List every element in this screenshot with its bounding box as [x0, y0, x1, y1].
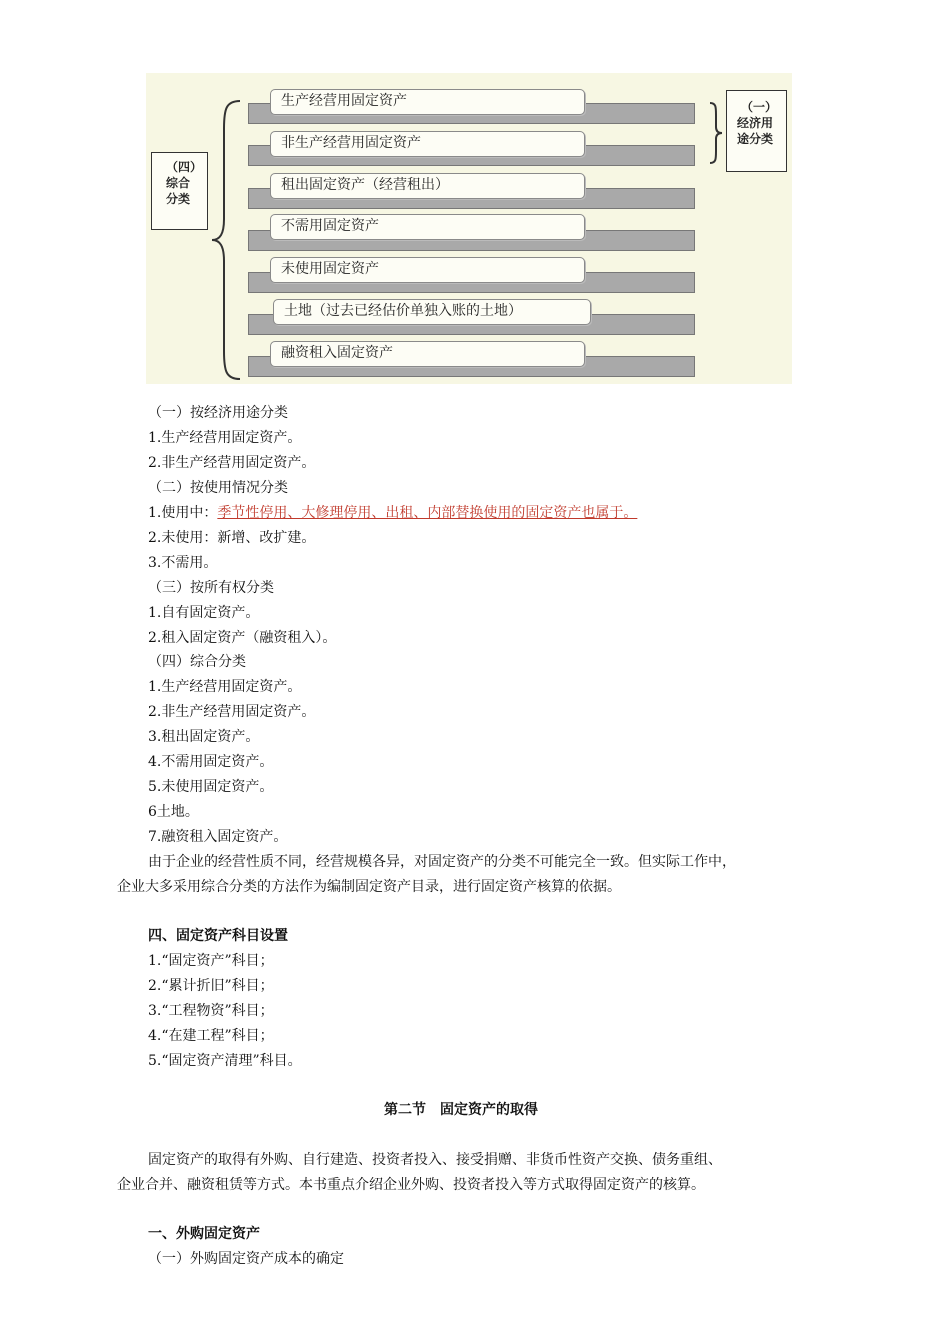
list-item: 2.非生产经营用固定资产。 [148, 455, 316, 471]
list-item: 6土地。 [148, 804, 199, 820]
left-box-line-3: 分类 [166, 192, 191, 206]
list-item: 5.未使用固定资产。 [148, 779, 274, 795]
diagram-item-3: 租出固定资产（经营租出） [270, 173, 585, 199]
left-category-box [151, 152, 208, 230]
list-item: 2.租入固定资产（融资租入）。 [148, 630, 337, 646]
list-item: 2.非生产经营用固定资产。 [148, 704, 316, 720]
list-item: 5.“固定资产清理”科目。 [148, 1053, 302, 1069]
left-brace [208, 99, 248, 381]
classification-diagram [146, 73, 792, 384]
heading-usage: （二）按使用情况分类 [148, 480, 288, 496]
section-heading-accounts: 四、固定资产科目设置 [148, 928, 288, 944]
diagram-item-6: 土地（过去已经估价单独入账的土地） [273, 299, 591, 325]
diagram-item-7: 融资租入固定资产 [270, 341, 585, 367]
in-use-note-link[interactable]: 季节性停用、大修理停用、出租、内部替换使用的固定资产也属于。 [217, 505, 638, 521]
right-brace [706, 101, 726, 165]
list-item: 4.“在建工程”科目； [148, 1028, 274, 1044]
list-item: 1.生产经营用固定资产。 [148, 679, 302, 695]
left-box-line-1: （四） [166, 160, 203, 174]
subheading-cost: （一）外购固定资产成本的确定 [148, 1251, 344, 1267]
right-box-line-3: 途分类 [737, 132, 774, 146]
diagram-item-2: 非生产经营用固定资产 [270, 131, 585, 157]
heading-comprehensive: （四）综合分类 [148, 654, 246, 670]
diagram-item-4: 不需用固定资产 [270, 214, 585, 240]
diagram-item-1: 生产经营用固定资产 [270, 89, 585, 115]
list-item: 3.租出固定资产。 [148, 729, 260, 745]
list-item: 4.不需用固定资产。 [148, 754, 274, 770]
heading-economic-use: （一）按经济用途分类 [148, 405, 288, 421]
list-item: 3.不需用。 [148, 555, 218, 571]
diagram-item-5: 未使用固定资产 [270, 257, 585, 283]
paragraph-line: 企业合并、融资租赁等方式。本书重点介绍企业外购、投资者投入等方式取得固定资产的核算。 [117, 1177, 705, 1193]
paragraph-line: 企业大多采用综合分类的方法作为编制固定资产目录，进行固定资产核算的依据。 [117, 879, 621, 895]
list-item: 3.“工程物资”科目； [148, 1003, 274, 1019]
right-box-line-2: 经济用 [737, 116, 774, 130]
paragraph-line: 由于企业的经营性质不同，经营规模各异，对固定资产的分类不可能完全一致。但实际工作中， [148, 854, 736, 870]
left-box-line-2: 综合 [166, 176, 191, 190]
list-item: 1.“固定资产”科目； [148, 953, 274, 969]
right-box-line-1: （一） [741, 100, 778, 114]
heading-ownership: （三）按所有权分类 [148, 580, 274, 596]
chapter-section-title: 第二节 固定资产的取得 [384, 1102, 538, 1118]
list-item: 2.“累计折旧”科目； [148, 978, 274, 994]
in-use-label: 1.使用中： [148, 505, 218, 521]
list-item-in-use [148, 503, 637, 523]
paragraph-line: 固定资产的取得有外购、自行建造、投资者投入、接受捐赠、非货币性资产交换、债务重组、 [148, 1152, 722, 1168]
list-item: 7.融资租入固定资产。 [148, 829, 288, 845]
list-item: 1.生产经营用固定资产。 [148, 430, 302, 446]
list-item: 2.未使用：新增、改扩建。 [148, 530, 316, 546]
list-item: 1.自有固定资产。 [148, 605, 260, 621]
section-heading-purchase: 一、外购固定资产 [148, 1226, 260, 1242]
right-category-box [726, 90, 787, 172]
